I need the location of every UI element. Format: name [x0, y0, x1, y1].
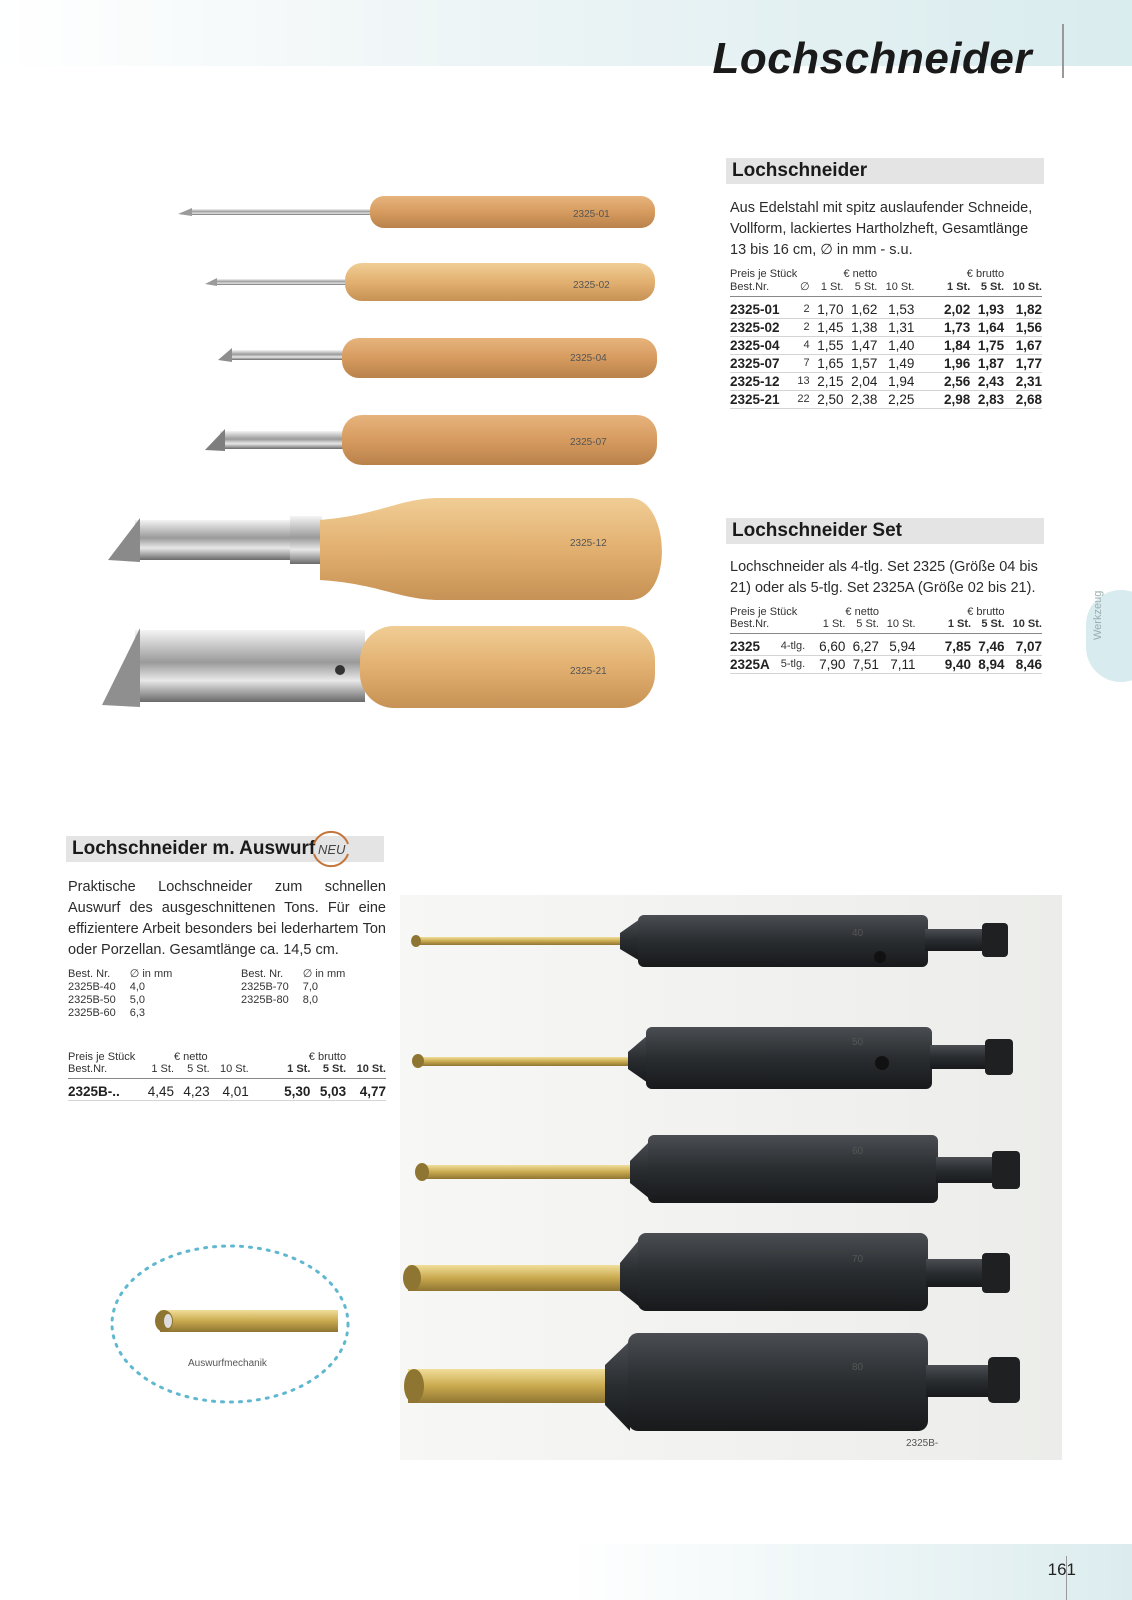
diameter: 13 — [794, 373, 810, 391]
piece-count: 4-tlg. — [781, 634, 812, 656]
image-label: 60 — [852, 1146, 864, 1157]
price-brutto-10: 2,68 — [1004, 391, 1042, 409]
product-code: 2325-21 — [730, 391, 794, 409]
price-brutto-1: 1,84 — [936, 337, 970, 355]
price-brutto-1: 7,85 — [938, 634, 972, 656]
price-netto-10: 1,31 — [877, 319, 914, 337]
price-brutto-5: 8,94 — [971, 656, 1005, 674]
price-netto-10: 4,01 — [210, 1079, 249, 1101]
col-netto-5: 5 St. — [845, 618, 879, 634]
price-brutto-5: 1,93 — [970, 297, 1004, 319]
size-diameter: 6,3 — [129, 1007, 146, 1019]
diameter: 7 — [794, 355, 810, 373]
price-netto-10: 5,94 — [879, 634, 916, 656]
table-row — [730, 337, 1042, 355]
price-brutto-5: 2,43 — [970, 373, 1004, 391]
diameter: 4 — [794, 337, 810, 355]
price-brutto-5: 7,46 — [971, 634, 1005, 656]
price-netto-1: 2,50 — [810, 391, 844, 409]
price-netto-5: 2,04 — [843, 373, 877, 391]
header-preis: Preis je Stück — [68, 1051, 136, 1063]
section-description: Praktische Lochschneider zum schnellen Auswurf des ausgeschnittenen Tons. Für eine effizientere Arbeit besonders bei lederhartem Ton oder Porzellan. Gesamtlänge ca. 14,5 cm. — [68, 879, 386, 958]
size-code: 2325B-70 — [241, 981, 289, 993]
price-netto-1: 1,70 — [810, 297, 844, 319]
price-brutto-10: 8,46 — [1005, 656, 1042, 674]
price-netto-5: 7,51 — [845, 656, 879, 674]
header-netto: € netto — [174, 1051, 208, 1063]
price-netto-10: 1,94 — [877, 373, 914, 391]
product-code: 2325-01 — [730, 297, 794, 319]
price-netto-5: 2,38 — [843, 391, 877, 409]
price-brutto-1: 2,56 — [936, 373, 970, 391]
section-description: Aus Edelstahl mit spitz auslaufender Schneide, Vollform, lackiertes Hartholzheft, Gesamtlänge 13 bis 16 cm, ∅ in mm - s.u. — [730, 200, 1033, 258]
page-title: Lochschneider — [712, 34, 1032, 83]
col-bestnr: Best. Nr. — [241, 968, 284, 980]
header-brutto: € brutto — [308, 1051, 347, 1063]
price-brutto-1: 1,73 — [936, 319, 970, 337]
product-code: 2325-04 — [730, 337, 794, 355]
section-title-set: Lochschneider Set — [726, 518, 1044, 544]
col-diameter: ∅ in mm — [302, 968, 346, 980]
price-netto-5: 4,23 — [174, 1079, 210, 1101]
col-brutto-5: 5 St. — [310, 1063, 346, 1079]
price-brutto-10: 7,07 — [1005, 634, 1042, 656]
size-row — [68, 981, 186, 994]
price-brutto-5: 1,75 — [970, 337, 1004, 355]
image-label: 2325-04 — [570, 353, 607, 364]
col-brutto-10: 10 St. — [1004, 280, 1042, 297]
table-row — [730, 391, 1042, 409]
col-netto-1: 1 St. — [138, 1063, 174, 1079]
size-diameter: 8,0 — [302, 994, 319, 1006]
diameter: 22 — [794, 391, 810, 409]
col-diameter: ∅ in mm — [129, 968, 173, 980]
col-netto-5: 5 St. — [174, 1063, 210, 1079]
price-netto-5: 1,38 — [843, 319, 877, 337]
product-code: 2325B-.. — [68, 1079, 138, 1101]
size-table-right — [241, 968, 359, 1007]
col-brutto-10: 10 St. — [1005, 618, 1042, 634]
table-row — [68, 1079, 386, 1101]
price-brutto-10: 1,67 — [1004, 337, 1042, 355]
image-label: 80 — [852, 1362, 864, 1373]
price-netto-10: 1,49 — [877, 355, 914, 373]
side-tab-label: Werkzeug — [1092, 590, 1104, 640]
price-table-lochschneider — [730, 268, 1042, 409]
table-row — [730, 373, 1042, 391]
header-preis: Preis je Stück — [730, 606, 798, 618]
hole-cutter-photo — [80, 180, 680, 750]
col-dia: ∅ — [794, 280, 810, 297]
product-code: 2325-07 — [730, 355, 794, 373]
table-row — [730, 355, 1042, 373]
footer-band — [0, 1544, 1132, 1600]
col-brutto-1: 1 St. — [938, 618, 972, 634]
image-caption: 2325B- — [906, 1438, 939, 1449]
new-badge: NEU — [318, 842, 346, 857]
table-row — [730, 319, 1042, 337]
size-diameter: 4,0 — [129, 981, 146, 993]
price-netto-1: 1,65 — [810, 355, 844, 373]
image-label: 40 — [852, 928, 864, 939]
price-netto-10: 1,40 — [877, 337, 914, 355]
price-brutto-10: 1,77 — [1004, 355, 1042, 373]
price-brutto-1: 1,96 — [936, 355, 970, 373]
image-label: 2325-07 — [570, 437, 607, 448]
table-row — [730, 297, 1042, 319]
col-netto-10: 10 St. — [210, 1063, 249, 1079]
header-preis: Preis je Stück — [730, 268, 798, 280]
product-code: 2325-02 — [730, 319, 794, 337]
size-code: 2325B-40 — [68, 981, 116, 993]
image-label: 50 — [852, 1037, 864, 1048]
col-brutto-10: 10 St. — [346, 1063, 386, 1079]
col-netto-10: 10 St. — [877, 280, 914, 297]
size-row — [241, 994, 359, 1007]
size-row — [241, 981, 359, 994]
header-brutto: € brutto — [967, 606, 1005, 618]
size-code: 2325B-80 — [241, 994, 289, 1006]
section-title-lochschneider: Lochschneider — [726, 158, 1044, 184]
table-row — [730, 656, 1042, 674]
price-brutto-1: 9,40 — [938, 656, 972, 674]
image-label: 70 — [852, 1254, 864, 1265]
image-label: 2325-01 — [573, 209, 610, 220]
size-diameter: 5,0 — [129, 994, 146, 1006]
size-row — [68, 1007, 186, 1020]
cutter-2325-12 — [108, 498, 662, 600]
size-code: 2325B-60 — [68, 1007, 116, 1019]
table-row — [730, 634, 1042, 656]
page-number: 161 — [1047, 1560, 1076, 1579]
price-brutto-10: 1,56 — [1004, 319, 1042, 337]
product-code: 2325 — [730, 634, 781, 656]
price-brutto-1: 5,30 — [275, 1079, 311, 1101]
product-code: 2325A — [730, 656, 781, 674]
price-netto-1: 7,90 — [812, 656, 846, 674]
price-netto-5: 1,57 — [843, 355, 877, 373]
price-brutto-5: 2,83 — [970, 391, 1004, 409]
price-brutto-5: 1,87 — [970, 355, 1004, 373]
header-netto: € netto — [843, 268, 878, 280]
size-code: 2325B-50 — [68, 994, 116, 1006]
price-brutto-10: 2,31 — [1004, 373, 1042, 391]
header-brutto: € brutto — [966, 268, 1005, 280]
price-brutto-10: 4,77 — [346, 1079, 386, 1101]
col-bestnr: Best.Nr. — [68, 1063, 138, 1079]
col-netto-5: 5 St. — [843, 280, 877, 297]
price-table-auswurf — [68, 1051, 386, 1101]
price-netto-5: 1,47 — [843, 337, 877, 355]
price-netto-1: 1,55 — [810, 337, 844, 355]
size-row — [68, 994, 186, 1007]
price-table-set — [730, 606, 1042, 674]
piece-count: 5-tlg. — [781, 656, 812, 674]
size-table-left — [68, 968, 186, 1020]
price-netto-10: 2,25 — [877, 391, 914, 409]
price-netto-10: 7,11 — [879, 656, 916, 674]
col-brutto-1: 1 St. — [936, 280, 970, 297]
image-label: 2325-21 — [570, 666, 607, 677]
price-brutto-5: 1,64 — [970, 319, 1004, 337]
col-bestnr: Best. Nr. — [68, 968, 111, 980]
image-label: 2325-02 — [573, 280, 610, 291]
ejector-mechanism-detail — [108, 1242, 352, 1406]
title-divider — [1062, 24, 1064, 78]
price-brutto-1: 2,98 — [936, 391, 970, 409]
col-brutto-5: 5 St. — [971, 618, 1005, 634]
detail-caption: Auswurfmechanik — [188, 1358, 267, 1369]
col-bestnr: Best.Nr. — [730, 618, 812, 634]
price-brutto-10: 1,82 — [1004, 297, 1042, 319]
product-code: 2325-12 — [730, 373, 794, 391]
price-netto-1: 6,60 — [812, 634, 846, 656]
col-bestnr: Best.Nr. — [730, 280, 794, 297]
price-brutto-1: 2,02 — [936, 297, 970, 319]
diameter: 2 — [794, 319, 810, 337]
section-description: Lochschneider als 4-tlg. Set 2325 (Größe 04 bis 21) oder als 5-tlg. Set 2325A (Größe 02 bis 21). — [730, 559, 1038, 596]
size-diameter: 7,0 — [302, 981, 319, 993]
section-title-auswurf: Lochschneider m. Auswurf — [66, 836, 384, 862]
price-netto-1: 2,15 — [810, 373, 844, 391]
price-netto-5: 1,62 — [843, 297, 877, 319]
price-brutto-5: 5,03 — [310, 1079, 346, 1101]
price-netto-5: 6,27 — [845, 634, 879, 656]
price-netto-10: 1,53 — [877, 297, 914, 319]
col-brutto-1: 1 St. — [275, 1063, 311, 1079]
col-netto-1: 1 St. — [810, 280, 844, 297]
price-netto-1: 1,45 — [810, 319, 844, 337]
ejector-cutter-photo — [400, 895, 1062, 1460]
image-label: 2325-12 — [570, 538, 607, 549]
col-netto-1: 1 St. — [812, 618, 846, 634]
header-netto: € netto — [845, 606, 880, 618]
col-brutto-5: 5 St. — [970, 280, 1004, 297]
diameter: 2 — [794, 297, 810, 319]
price-netto-1: 4,45 — [138, 1079, 174, 1101]
col-netto-10: 10 St. — [879, 618, 916, 634]
